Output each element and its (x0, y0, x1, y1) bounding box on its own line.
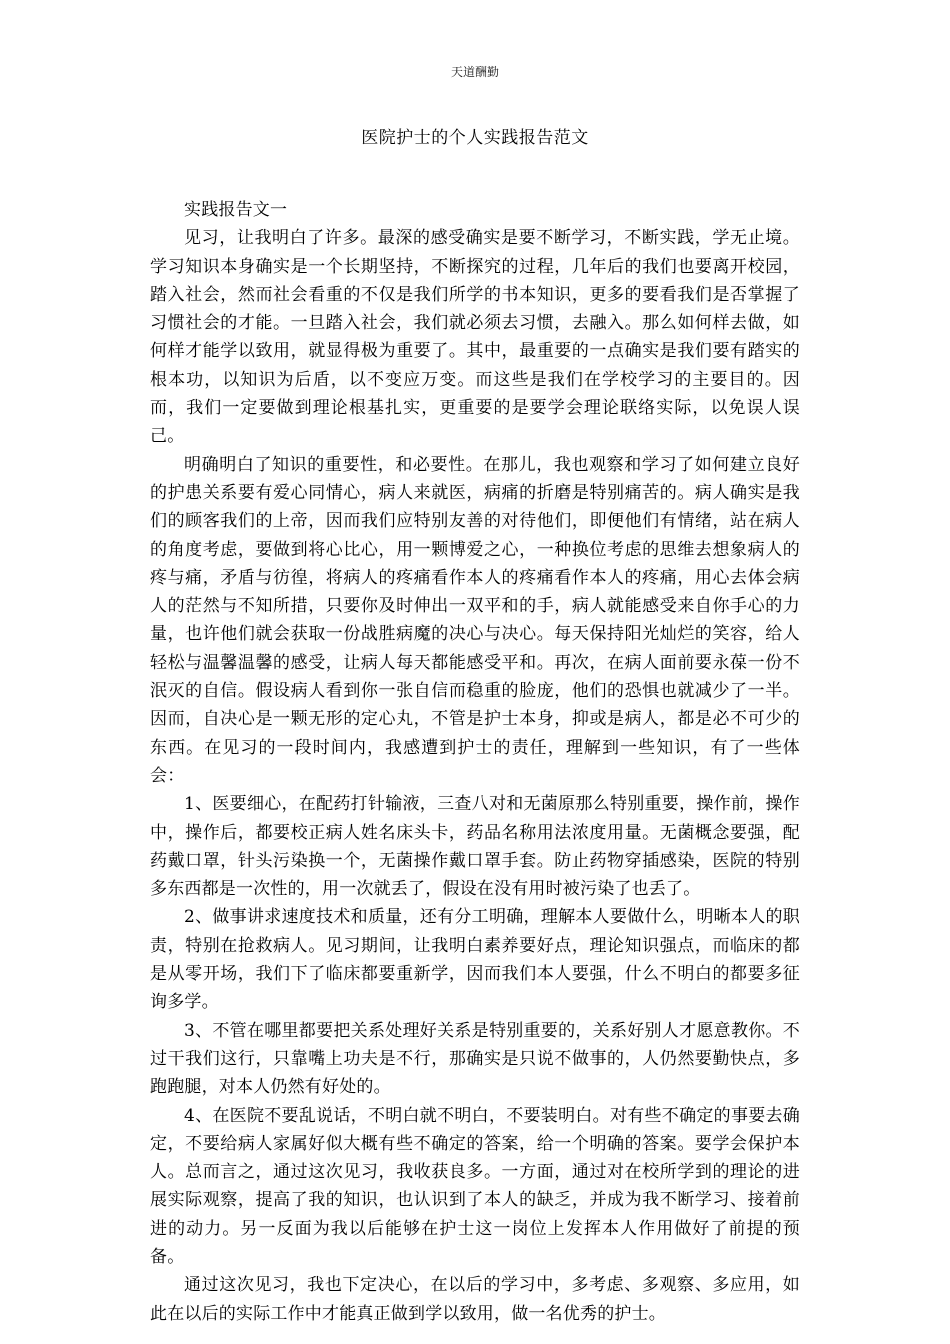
paragraph: 3、不管在哪里都要把关系处理好关系是特别重要的，关系好别人才愿意教你。不过干我们这行，只靠嘴上功夫是不行，那确实是只说不做事的，人仍然要勤快点，多跑跑腿，对本人仍然有好处的。 (150, 1020, 800, 1098)
section-heading: 实践报告文一 (184, 200, 288, 220)
document-title: 医院护士的个人实践报告范文 (361, 128, 589, 148)
page-header: 天道酬勤 (450, 65, 499, 79)
paragraph: 通过这次见习，我也下定决心，在以后的学习中，多考虑、多观察、多应用，如此在以后的实际工作中才能真正做到学以致用，做一名优秀的护士。 (150, 1275, 800, 1324)
document-body (150, 196, 800, 1328)
paragraph: 4、在医院不要乱说话，不明白就不明白，不要装明白。对有些不确定的事要去确定，不要给病人家属好似大概有些不确定的答案，给一个明确的答案。要学会保护本人。总而言之，通过这次见习，我收获良多。一方面，通过对在校所学到的理论的进展实际观察，提高了我的知识，也认识到了本人的缺乏，并成为我不断学习、接着前进的动力。另一反面为我以后能够在护士这一岗位上发挥本人作用做好了前提的预备。 (150, 1105, 800, 1267)
paragraph: 2、做事讲求速度技术和质量，还有分工明确，理解本人要做什么，明晰本人的职责，特别在抢救病人。见习期间，让我明白素养要好点，理论知识强点，而临床的都是从零开场，我们下了临床都要重新学，因而我们本人要强，什么不明白的都要多征询多学。 (150, 907, 800, 1013)
paragraph: 明确明白了知识的重要性，和必要性。在那儿，我也观察和学习了如何建立良好的护患关系要有爱心同情心，病人来就医，病痛的折磨是特别痛苦的。病人确实是我们的顾客我们的上帝，因而我们应特别友善的对待他们，即便他们有情绪，站在病人的角度考虑，要做到将心比心，用一颗博爱之心，一种换位考虑的思维去想象病人的疼与痛，矛盾与彷徨，将病人的疼痛看作本人的疼痛看作本人的疼痛，用心去体会病人的茫然与不知所措，只要你及时伸出一双平和的手，病人就能感受来自你手心的力量，也许他们就会获取一份战胜病魔的决心与决心。每天保持阳光灿烂的笑容，给人轻松与温馨温馨的感受，让病人每天都能感受平和。再次，在病人面前要永葆一份不泯灭的自信。假设病人看到你一张自信而稳重的脸庞，他们的恐惧也就减少了一半。因而，自决心是一颗无形的定心丸，不管是护士本身，抑或是病人，都是必不可少的东西。在见习的一段时间内，我感遭到护士的责任，理解到一些知识，有了一些体会： (150, 454, 800, 786)
paragraph: 见习，让我明白了许多。最深的感受确实是要不断学习，不断实践，学无止境。学习知识本身确实是一个长期坚持，不断探究的过程，几年后的我们也要离开校园，踏入社会，然而社会看重的不仅是我们所学的书本知识，更多的要看我们是否掌握了习惯社会的才能。一旦踏入社会，我们就必须去习惯，去融入。那么如何样去做，如何样才能学以致用，就显得极为重要了。其中，最重要的一点确实是我们要有踏实的根本功，以知识为后盾，以不变应万变。而这些是我们在学校学习的主要目的。因而，我们一定要做到理论根基扎实，更重要的是要学会理论联络实际，以免误人误己。 (150, 228, 800, 447)
paragraph: 1、医要细心，在配药打针输液，三查八对和无菌原那么特别重要，操作前，操作中，操作后，都要校正病人姓名床头卡，药品名称用法浓度用量。无菌概念要强，配药戴口罩，针头污染换一个，无菌操作戴口罩手套。防止药物穿插感染，医院的特别多东西都是一次性的，用一次就丢了，假设在没有用时被污染了也丢了。 (150, 794, 800, 900)
